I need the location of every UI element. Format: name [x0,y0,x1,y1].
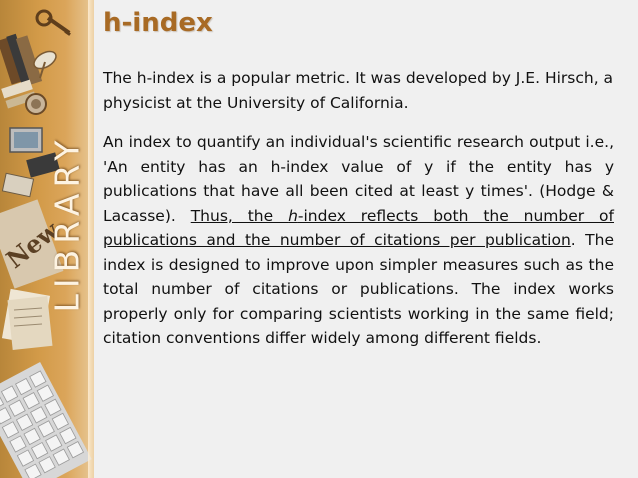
italic-h: h [288,206,298,225]
definition-continuation: . The index is designed to improve upon simpler measures such as the total number of citations or publications. The index works properly only for comparing scientists working in the same field; citation conventions differ widely among different fields. [103,231,614,347]
underlined-text-start: Thus, the [190,206,289,225]
slide-body [103,66,614,351]
keyboard-icon [0,362,92,478]
key-icon [37,11,71,36]
lens-icon [26,94,46,114]
paragraph-intro: The h-index is a popular metric. It was developed by J.E. Hirsch, a physicist at the University of California. [103,69,614,112]
library-word-text: LIBRARY [47,134,87,312]
underlined-text-end: -index reflects both the number of publications and the number of citations per publication [103,206,614,249]
library-vertical-label [47,128,87,318]
library-sidebar-image [0,0,94,478]
papers-icon [2,289,53,350]
definition-text: An index to quantify an individual's scientific research output i.e., 'An entity has an h-index value of y if the entity has y publications that have all been cited at least y times'. (Hodge & Lacasse). [103,133,614,225]
svg-text:New: New [0,215,65,275]
sidebar-fade-edge [88,0,94,478]
slide-title: h-index [103,8,213,38]
paragraph-definition [103,130,614,351]
